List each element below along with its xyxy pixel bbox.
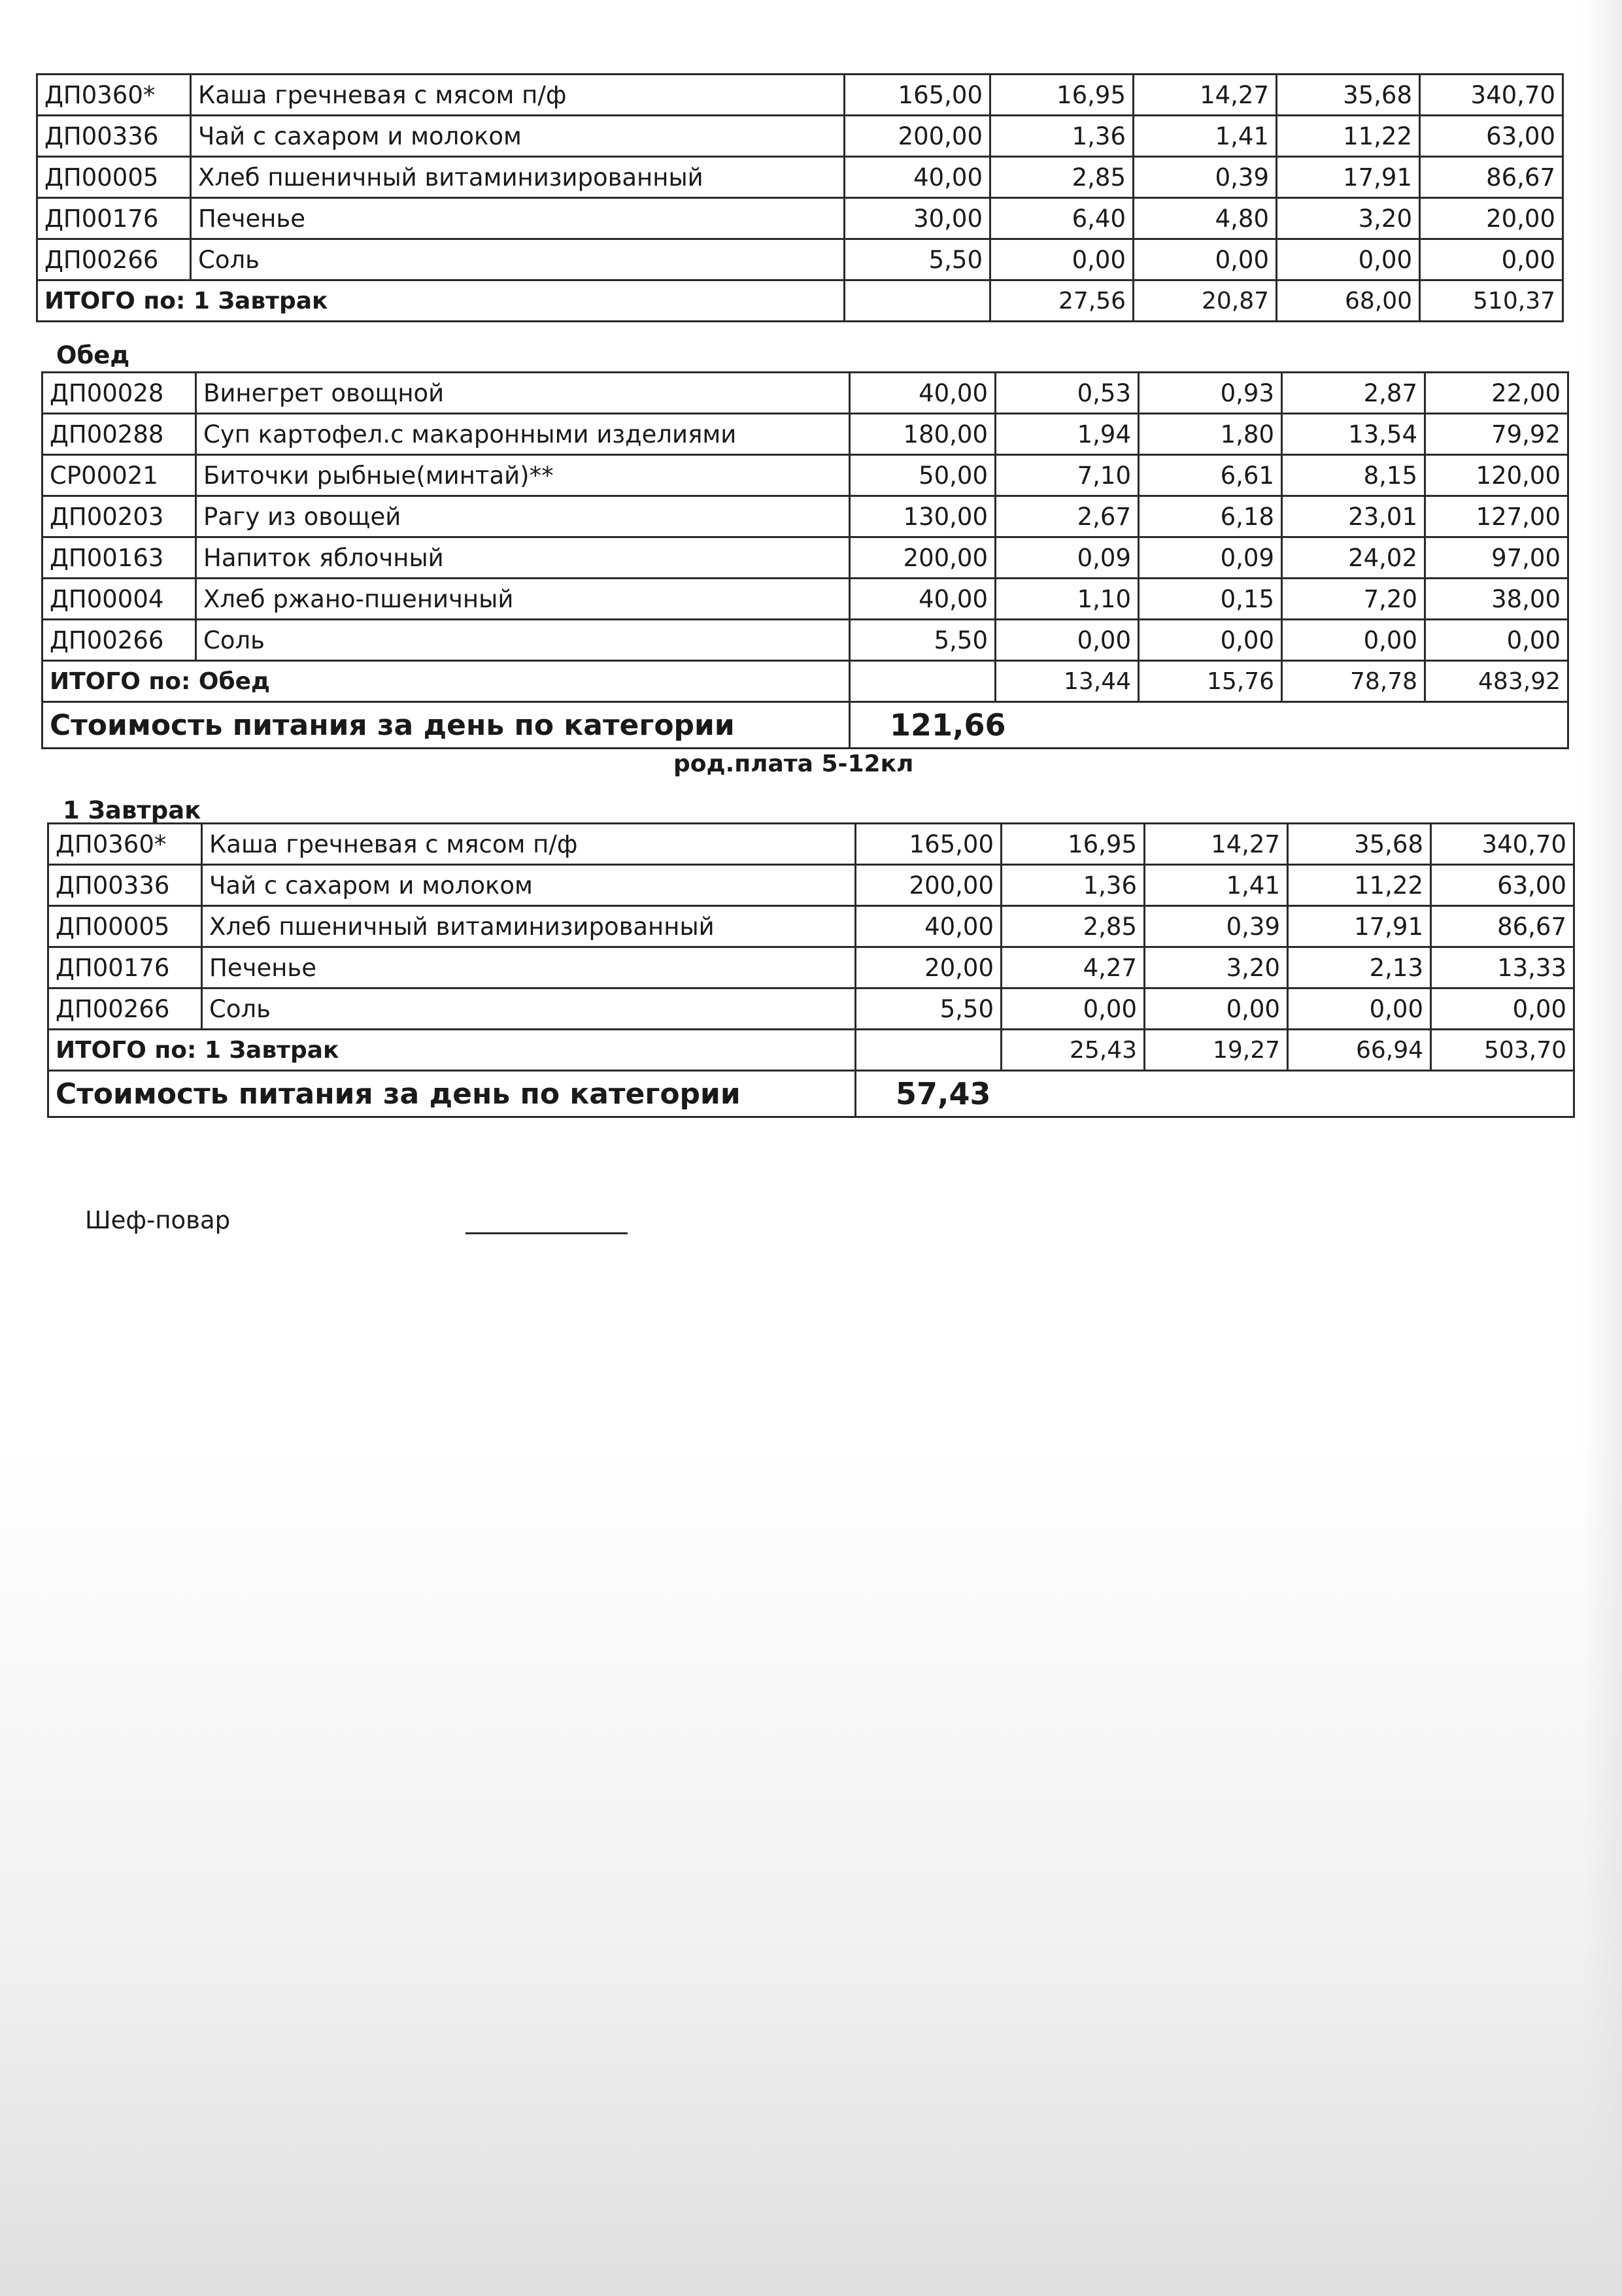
signature-line (465, 1232, 628, 1234)
table-row (37, 157, 1563, 198)
breakfast-heading-2: 1 Завтрак (63, 796, 201, 824)
total-mass-empty (856, 1030, 1002, 1071)
dish-mass: 200,00 (856, 865, 1002, 906)
total-kcal: 483,92 (1425, 661, 1568, 702)
dish-code: ДП00266 (48, 988, 202, 1030)
dish-protein: 4,27 (1002, 947, 1145, 988)
dish-code: ДП00005 (37, 157, 191, 198)
total-mass-empty (845, 280, 990, 322)
table-row (42, 579, 1568, 620)
dish-fat: 1,80 (1139, 414, 1282, 455)
dish-fat: 14,27 (1134, 75, 1277, 116)
table-row (48, 906, 1574, 947)
dish-name: Хлеб ржано-пшеничный (196, 579, 850, 620)
dish-protein: 6,40 (990, 198, 1134, 239)
total-carbs: 66,94 (1288, 1030, 1431, 1071)
dish-carbs: 2,87 (1282, 373, 1425, 414)
dish-mass: 30,00 (845, 198, 990, 239)
dish-kcal: 63,00 (1431, 865, 1574, 906)
dish-code: ДП00288 (42, 414, 196, 455)
dish-protein: 0,09 (996, 537, 1139, 579)
table-row (42, 414, 1568, 455)
dish-carbs: 3,20 (1277, 198, 1420, 239)
dish-mass: 130,00 (850, 496, 996, 537)
dish-name: Винегрет овощной (196, 373, 850, 414)
dish-code: ДП00336 (48, 865, 202, 906)
dish-fat: 0,15 (1139, 579, 1282, 620)
dish-code: ДП00176 (37, 198, 191, 239)
chef-signature-label: Шеф-повар (85, 1206, 231, 1234)
total-fat: 20,87 (1134, 280, 1277, 322)
dish-mass: 5,50 (856, 988, 1002, 1030)
dish-protein: 1,10 (996, 579, 1139, 620)
dish-fat: 4,80 (1134, 198, 1277, 239)
scan-shadow (0, 1446, 1622, 2296)
dish-mass: 165,00 (856, 824, 1002, 865)
dish-carbs: 13,54 (1282, 414, 1425, 455)
daily-cost-label: Стоимость питания за день по категории (48, 1071, 856, 1117)
table-row (42, 537, 1568, 579)
dish-kcal: 22,00 (1425, 373, 1568, 414)
dish-fat: 0,93 (1139, 373, 1282, 414)
total-row (37, 280, 1563, 322)
dish-kcal: 0,00 (1420, 239, 1563, 280)
table-row (37, 239, 1563, 280)
dish-code: ДП00176 (48, 947, 202, 988)
table-row (42, 496, 1568, 537)
dish-mass: 5,50 (850, 620, 996, 661)
dish-code: ДП00266 (42, 620, 196, 661)
dish-fat: 0,00 (1145, 988, 1288, 1030)
dish-kcal: 120,00 (1425, 455, 1568, 496)
total-fat: 15,76 (1139, 661, 1282, 702)
total-kcal: 510,37 (1420, 280, 1563, 322)
total-row (48, 1030, 1574, 1071)
dish-name: Суп картофел.с макаронными изделиями (196, 414, 850, 455)
dish-fat: 1,41 (1145, 865, 1288, 906)
dish-protein: 2,85 (1002, 906, 1145, 947)
dish-carbs: 17,91 (1277, 157, 1420, 198)
dish-name: Соль (191, 239, 845, 280)
dish-kcal: 340,70 (1420, 75, 1563, 116)
dish-name: Печенье (202, 947, 856, 988)
dish-carbs: 23,01 (1282, 496, 1425, 537)
total-label: ИТОГО по: Обед (42, 661, 850, 702)
dish-protein: 0,00 (1002, 988, 1145, 1030)
dish-kcal: 86,67 (1431, 906, 1574, 947)
cost-row (48, 1071, 1574, 1117)
total-mass-empty (850, 661, 996, 702)
dish-code: ДП00266 (37, 239, 191, 280)
daily-cost-label: Стоимость питания за день по категории (42, 702, 850, 749)
dish-kcal: 63,00 (1420, 116, 1563, 157)
table-row (37, 198, 1563, 239)
dish-mass: 40,00 (850, 373, 996, 414)
dish-kcal: 0,00 (1431, 988, 1574, 1030)
dish-fat: 0,00 (1134, 239, 1277, 280)
breakfast-table-2 (47, 822, 1575, 1118)
total-protein: 25,43 (1002, 1030, 1145, 1071)
dish-protein: 2,67 (996, 496, 1139, 537)
dish-protein: 0,00 (996, 620, 1139, 661)
dish-kcal: 86,67 (1420, 157, 1563, 198)
table-row (37, 75, 1563, 116)
dish-fat: 0,00 (1139, 620, 1282, 661)
dish-fat: 0,39 (1145, 906, 1288, 947)
daily-cost-value: 121,66 (850, 702, 1568, 749)
cost-row (42, 702, 1568, 749)
dish-code: ДП0360* (48, 824, 202, 865)
total-protein: 13,44 (996, 661, 1139, 702)
dish-carbs: 11,22 (1288, 865, 1431, 906)
dish-mass: 40,00 (850, 579, 996, 620)
total-label: ИТОГО по: 1 Завтрак (37, 280, 845, 322)
dish-kcal: 38,00 (1425, 579, 1568, 620)
total-fat: 19,27 (1145, 1030, 1288, 1071)
table-row (42, 373, 1568, 414)
dish-carbs: 0,00 (1277, 239, 1420, 280)
dish-mass: 40,00 (856, 906, 1002, 947)
dish-name: Соль (202, 988, 856, 1030)
dish-name: Соль (196, 620, 850, 661)
table-row (37, 116, 1563, 157)
dish-name: Чай с сахаром и молоком (191, 116, 845, 157)
dish-kcal: 0,00 (1425, 620, 1568, 661)
dish-name: Хлеб пшеничный витаминизированный (191, 157, 845, 198)
dish-code: СР00021 (42, 455, 196, 496)
dish-fat: 6,18 (1139, 496, 1282, 537)
dish-mass: 165,00 (845, 75, 990, 116)
dish-carbs: 7,20 (1282, 579, 1425, 620)
dish-protein: 0,00 (990, 239, 1134, 280)
dish-kcal: 127,00 (1425, 496, 1568, 537)
dish-name: Каша гречневая с мясом п/ф (191, 75, 845, 116)
table-row (48, 865, 1574, 906)
dish-mass: 50,00 (850, 455, 996, 496)
category-title: род.плата 5-12кл (673, 751, 914, 777)
lunch-heading: Обед (56, 341, 130, 369)
dish-name: Печенье (191, 198, 845, 239)
dish-protein: 16,95 (1002, 824, 1145, 865)
dish-name: Биточки рыбные(минтай)** (196, 455, 850, 496)
lunch-table (41, 371, 1569, 749)
dish-carbs: 8,15 (1282, 455, 1425, 496)
dish-protein: 1,94 (996, 414, 1139, 455)
dish-carbs: 35,68 (1277, 75, 1420, 116)
dish-mass: 200,00 (850, 537, 996, 579)
dish-name: Напиток яблочный (196, 537, 850, 579)
dish-carbs: 35,68 (1288, 824, 1431, 865)
dish-fat: 6,61 (1139, 455, 1282, 496)
dish-mass: 5,50 (845, 239, 990, 280)
table-row (42, 620, 1568, 661)
dish-kcal: 13,33 (1431, 947, 1574, 988)
dish-fat: 0,39 (1134, 157, 1277, 198)
dish-protein: 0,53 (996, 373, 1139, 414)
dish-carbs: 17,91 (1288, 906, 1431, 947)
total-label: ИТОГО по: 1 Завтрак (48, 1030, 856, 1071)
dish-kcal: 79,92 (1425, 414, 1568, 455)
dish-code: ДП0360* (37, 75, 191, 116)
breakfast-table-1 (36, 73, 1564, 322)
total-carbs: 68,00 (1277, 280, 1420, 322)
dish-mass: 200,00 (845, 116, 990, 157)
dish-mass: 20,00 (856, 947, 1002, 988)
dish-name: Хлеб пшеничный витаминизированный (202, 906, 856, 947)
dish-protein: 1,36 (990, 116, 1134, 157)
dish-carbs: 0,00 (1288, 988, 1431, 1030)
dish-carbs: 24,02 (1282, 537, 1425, 579)
dish-protein: 1,36 (1002, 865, 1145, 906)
dish-code: ДП00028 (42, 373, 196, 414)
dish-code: ДП00005 (48, 906, 202, 947)
dish-kcal: 20,00 (1420, 198, 1563, 239)
dish-fat: 3,20 (1145, 947, 1288, 988)
dish-code: ДП00203 (42, 496, 196, 537)
total-protein: 27,56 (990, 280, 1134, 322)
dish-mass: 180,00 (850, 414, 996, 455)
table-row (42, 455, 1568, 496)
table-row (48, 988, 1574, 1030)
dish-protein: 2,85 (990, 157, 1134, 198)
dish-kcal: 340,70 (1431, 824, 1574, 865)
dish-carbs: 0,00 (1282, 620, 1425, 661)
dish-code: ДП00336 (37, 116, 191, 157)
dish-carbs: 11,22 (1277, 116, 1420, 157)
daily-cost-value: 57,43 (856, 1071, 1574, 1117)
total-carbs: 78,78 (1282, 661, 1425, 702)
table-row (48, 947, 1574, 988)
dish-name: Чай с сахаром и молоком (202, 865, 856, 906)
dish-carbs: 2,13 (1288, 947, 1431, 988)
dish-mass: 40,00 (845, 157, 990, 198)
dish-fat: 1,41 (1134, 116, 1277, 157)
scan-edge-shadow (1583, 0, 1622, 2296)
dish-name: Рагу из овощей (196, 496, 850, 537)
dish-name: Каша гречневая с мясом п/ф (202, 824, 856, 865)
dish-code: ДП00004 (42, 579, 196, 620)
dish-fat: 14,27 (1145, 824, 1288, 865)
table-row (48, 824, 1574, 865)
total-row (42, 661, 1568, 702)
dish-protein: 7,10 (996, 455, 1139, 496)
dish-fat: 0,09 (1139, 537, 1282, 579)
dish-kcal: 97,00 (1425, 537, 1568, 579)
dish-code: ДП00163 (42, 537, 196, 579)
total-kcal: 503,70 (1431, 1030, 1574, 1071)
dish-protein: 16,95 (990, 75, 1134, 116)
